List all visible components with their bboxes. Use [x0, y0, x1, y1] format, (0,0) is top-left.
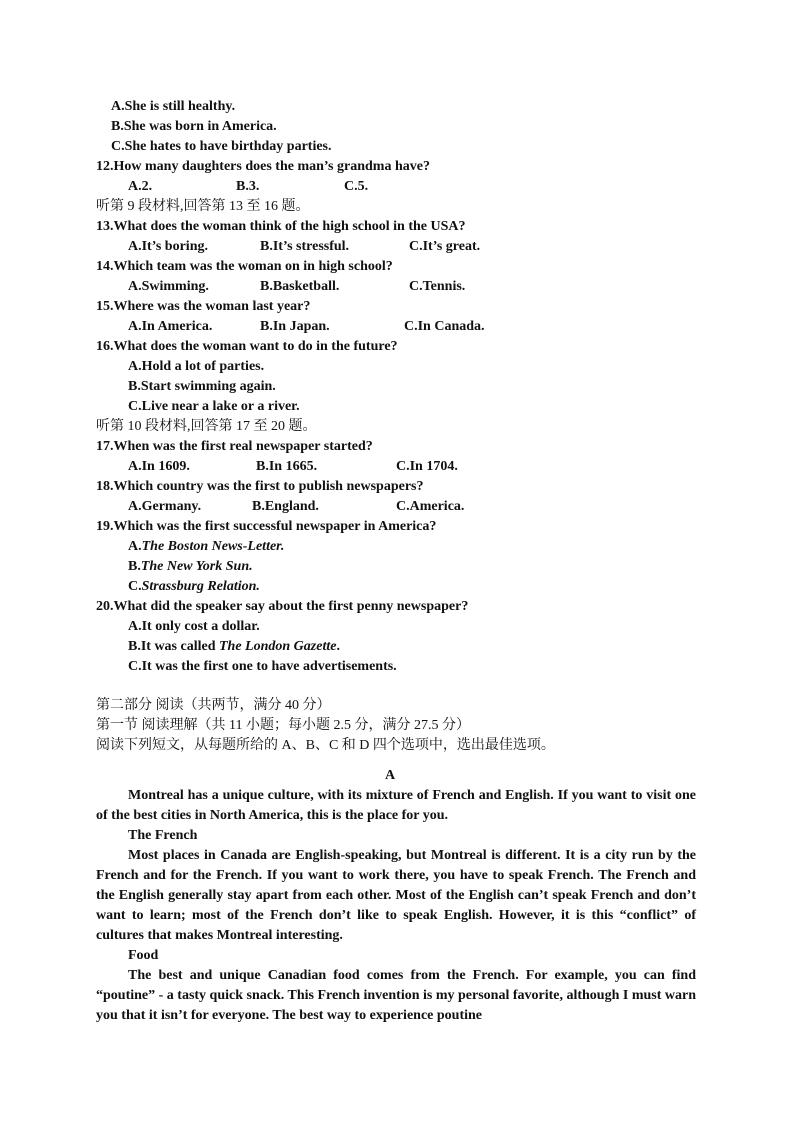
q19-option-a [128, 537, 284, 557]
q19-option-b [128, 557, 253, 577]
q19-option-c [128, 577, 260, 597]
section-9-heading: 听第 9 段材料,回答第 13 至 16 题。 [96, 199, 310, 214]
q16-option-a: A.Hold a lot of parties. [128, 359, 265, 374]
q18-option-c: C.America. [396, 499, 465, 514]
q12-stem: 12.How many daughters does the man’s grandma have? [96, 159, 430, 174]
q15-option-b: B.In Japan. [260, 319, 330, 334]
q17-option-a: A.In 1609. [128, 459, 190, 474]
q19-option-c-title: Strassburg Relation. [141, 579, 260, 594]
part-2-heading: 第二部分 阅读（共两节，满分 40 分） [96, 698, 331, 713]
q20-option-a: A.It only cost a dollar. [128, 619, 260, 634]
passage-subheading-food: Food [128, 948, 159, 963]
q20-option-b-suffix: . [336, 639, 340, 654]
q15-stem: 15.Where was the woman last year? [96, 299, 311, 314]
q11-option-b: B.She was born in America. [111, 119, 277, 134]
q20-stem: 20.What did the speaker say about the first penny newspaper? [96, 599, 469, 614]
q20-option-b-title: The London Gazette [219, 639, 337, 654]
q14-option-a: A.Swimming. [128, 279, 209, 294]
q12-option-b: B.3. [236, 179, 260, 194]
q17-stem: 17.When was the first real newspaper started? [96, 439, 373, 454]
q13-option-a: A.It’s boring. [128, 239, 208, 254]
passage-subheading-french: The French [128, 828, 198, 843]
passage-paragraph-3: The best and unique Canadian food comes from the French. For example, you can find “poutine” - a tasty quick snack. This French invention is my personal favorite, although I must warn you that it isn’t for everyone. The best way to experience poutine [96, 968, 696, 1023]
q16-option-c: C.Live near a lake or a river. [128, 399, 300, 414]
section-10-heading: 听第 10 段材料,回答第 17 至 20 题。 [96, 419, 317, 434]
q13-option-b: B.It’s stressful. [260, 239, 350, 254]
q17-option-b: B.In 1665. [256, 459, 318, 474]
q18-option-b: B.England. [252, 499, 319, 514]
passage-paragraph-1: Montreal has a unique culture, with its mixture of French and English. If you want to visit one of the best cities in North America, this is the place for you. [96, 788, 696, 823]
q14-option-c: C.Tennis. [409, 279, 466, 294]
q20-option-c: C.It was the first one to have advertisements. [128, 659, 397, 674]
q18-option-a: A.Germany. [128, 499, 202, 514]
q19-option-c-prefix: C. [128, 579, 142, 594]
q19-option-a-prefix: A. [128, 539, 142, 554]
passage-letter: A [385, 768, 396, 783]
q20-option-b [128, 637, 340, 657]
q19-stem: 19.Which was the first successful newspaper in America? [96, 519, 437, 534]
q11-option-c: C.She hates to have birthday parties. [111, 139, 332, 154]
q14-option-b: B.Basketball. [260, 279, 340, 294]
q15-option-a: A.In America. [128, 319, 213, 334]
reading-instruction: 阅读下列短文，从每题所给的 A、B、C 和 D 四个选项中，选出最佳选项。 [96, 738, 555, 753]
q14-stem: 14.Which team was the woman on in high school? [96, 259, 393, 274]
q20-option-b-prefix: B.It was called [128, 639, 219, 654]
q19-option-b-prefix: B. [128, 559, 141, 574]
q12-option-c: C.5. [344, 179, 369, 194]
q19-option-b-title: The New York Sun. [140, 559, 253, 574]
q16-stem: 16.What does the woman want to do in the future? [96, 339, 398, 354]
q19-option-a-title: The Boston News-Letter. [141, 539, 285, 554]
q17-option-c: C.In 1704. [396, 459, 458, 474]
q13-stem: 13.What does the woman think of the high school in the USA? [96, 219, 466, 234]
section-1-heading: 第一节 阅读理解（共 11 小题；每小题 2.5 分，满分 27.5 分） [96, 718, 470, 733]
q11-option-a: A.She is still healthy. [111, 99, 236, 114]
q15-option-c: C.In Canada. [404, 319, 485, 334]
q13-option-c: C.It’s great. [409, 239, 481, 254]
q18-stem: 18.Which country was the first to publish newspapers? [96, 479, 424, 494]
q16-option-b: B.Start swimming again. [128, 379, 276, 394]
q12-option-a: A.2. [128, 179, 153, 194]
passage-paragraph-2: Most places in Canada are English-speaking, but Montreal is different. It is a city run by the French and for the French. If you want to work there, you have to speak French. The French and the English generally stay apart from each other. Most of the English can’t speak French and don’t want to learn; most of the French don’t like to speak English. However, it is this “conflict” of cultures that makes Montreal interesting. [96, 848, 696, 943]
